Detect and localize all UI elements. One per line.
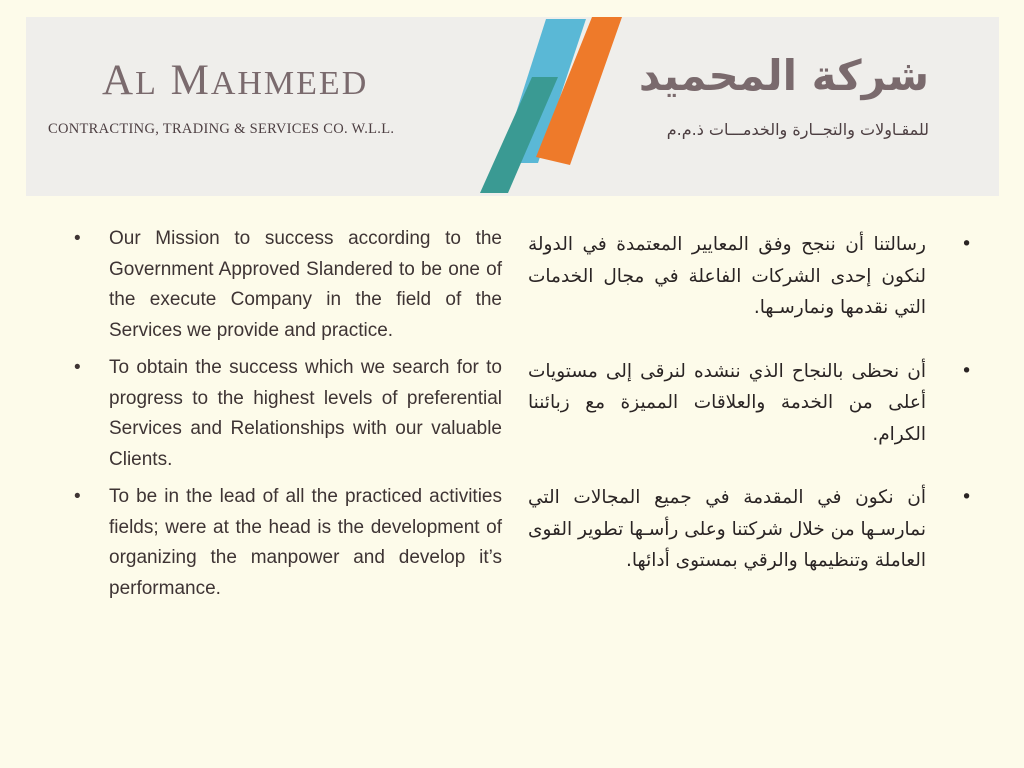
tagline-english: CONTRACTING, TRADING & SERVICES CO. W.L.L. — [48, 121, 395, 137]
brand-name-english: AL MAHMEED — [102, 57, 369, 104]
company-header-banner — [26, 17, 999, 196]
company-logo-icon — [474, 17, 634, 196]
english-bullet-point: • Our Mission to success according to the Government Approved Slandered to be one of the execute Company in the field of the Services we provide and practice. — [72, 224, 502, 346]
english-bullet-point: • To obtain the success which we search for to progress to the highest levels of preferential Services and Relationships with our valuable Clients. — [72, 353, 502, 475]
english-mission-list — [72, 224, 502, 611]
arabic-bullet-point: • أن نكون في المقدمة في جميع المجالات التي نمارسـها من خلال شركتنا وعلى رأسـها تطوير القوى العاملة وتنظيمها والرقي بمستوى أدائها. — [528, 482, 974, 577]
english-bullet-point: • To be in the lead of all the practiced activities fields; were at the head is the development of organizing the manpower and develop it’s performance. — [72, 482, 502, 604]
tagline-arabic: للمقـاولات والتجــارة والخدمـــات ذ.م.م — [666, 120, 929, 139]
brand-name-arabic: شركة المحميد — [638, 51, 929, 100]
arabic-bullet-point: • رسالتنا أن ننجح وفق المعايير المعتمدة في الدولة لنكون إحدى الشركات الفاعلة في مجال الخدمات التي نقدمها ونمارسـها. — [528, 229, 974, 324]
arabic-bullet-point: • أن نحظى بالنجاح الذي ننشده لنرقى إلى مستويات أعلى من الخدمة والعلاقات المميزة مع زبائننا الكرام. — [528, 356, 974, 451]
arabic-mission-list — [528, 229, 974, 609]
